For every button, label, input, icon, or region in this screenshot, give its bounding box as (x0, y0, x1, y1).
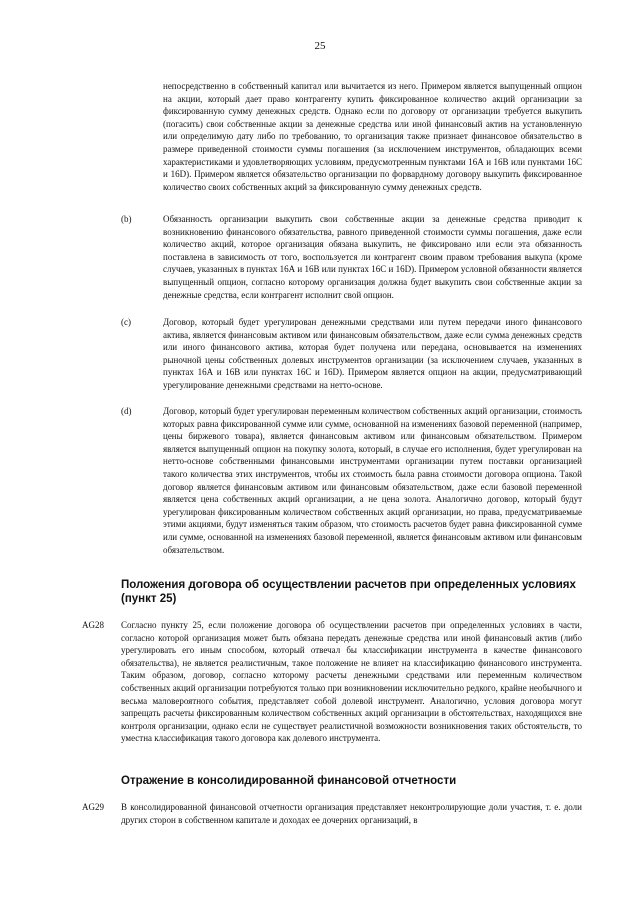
ag28-label: AG28 (82, 620, 104, 630)
item-label-d: (d) (121, 406, 132, 416)
section-heading-consolidated-statements: Отражение в консолидированной финансовой отчетности (121, 775, 457, 787)
ag29-paragraph: В консолидированной финансовой отчетности организация представляет неконтролирующие доли участия, т. е. доли других сторон в собственном капитале и доходах ее дочерних организаций, в (121, 802, 582, 825)
ag29-label: AG29 (82, 802, 104, 812)
item-label-c: (c) (121, 317, 131, 327)
ag28-paragraph: Согласно пункту 25, если положение договора об осуществлении расчетов при определенных условиях в части, согласно которой организация может быть обязана передать денежные средства или иной финансовый актив (либо урегулировать его иным способом, который отвечал бы классификации инструмента в качестве финансового обязательства), не является реалистичным, такое положение не влияет на классификацию финансового инструмента. Таким образом, договор, согласно которому расчеты денежными средствами или переменным количеством собственных акций организации потребуются только при возникновении исключительно редкого, крайне необычного и весьма маловероятного события, представляет собой долевой инструмент. Аналогично, условия договора могут запрещать расчеты фиксированным количеством собственных акций организации в обстоятельствах, находящихся вне контроля организации, однако если не существует реалистичной возможности возникновения таких обстоятельств, то уместна классификация такого договора как долевого инструмента. (121, 620, 582, 744)
intro-paragraph: непосредственно в собственный капитал или вычитается из него. Примером является выпущенный опцион на акции, который дает право контрагенту купить фиксированное количество акций организации за фиксированную сумму денежных средств. Однако если по договору от организации требуется выкупить (погасить) свои собственные акции за денежные средства или иной финансовый актив на установленную или определимую дату либо по требованию, то организация также признает финансовое обязательство в размере приведенной стоимости суммы погашения (за исключением инструментов, обладающих всеми характеристиками и удовлетворяющих условиям, предусмотренным пунктами 16А и 16B или пунктами 16C и 16D). Примером является обязательство организации по форвардному договору выкупить фиксированное количество своих собственных акций за фиксированную сумму денежных средств. (163, 81, 582, 192)
item-text-c: Договор, который будет урегулирован денежными средствами или путем передачи иного финансового актива, является финансовым активом или финансовым обязательством, даже если сумма денежных средств или иного финансового актива, которая будет получена или передана, основывается на изменениях рыночной цены собственных долевых инструментов организации (за исключением случаев, указанных в пунктах 16А и 16B или пунктах 16C и 16D). Примером является опцион на акции, предусматривающий урегулирование денежными средствами на нетто-основе. (163, 317, 582, 390)
item-text-d: Договор, который будет урегулирован переменным количеством собственных акций организации, стоимость которых равна фиксированной сумме или сумме, основанной на изменениях базовой переменной (например, цены биржевого товара), является финансовым активом или финансовым обязательством. Примером является выпущенный опцион на покупку золота, который, в случае его исполнения, будет урегулирован на нетто-основе собственными финансовыми инструментами организации путем поставки организацией такого количества этих инструментов, чтобы их стоимость была равна стоимости договора опциона. Такой договор является финансовым активом или финансовым обязательством, даже если базовой переменной является цена собственных акций организации, а не цена золота. Аналогично договор, который будут урегулирован фиксированным количеством собственных акций организации, но права, предусматриваемые этими акциями, будут изменяться таким образом, что стоимость расчетов будет равна фиксированной сумме или сумме, основанной на изменениях базовой переменной, является финансовым активом или финансовым обязательством. (163, 406, 582, 555)
item-label-b: (b) (121, 214, 132, 224)
item-text-b: Обязанность организации выкупить свои собственные акции за денежные средства приводит к возникновению финансового обязательства, равного приведенной стоимости суммы погашения, даже если количество акций, которое организация обязана выкупить, не фиксировано или если эта обязанность поставлена в зависимость от того, воспользуется ли контрагент своим правом требования выкупа (кроме случаев, указанных в пунктах 16А и 16B или пунктах 16C и 16D). Примером условной обязанности является выпущенный опцион, согласно которому организация должна будет выкупить свои собственные акции за денежные средства, если контрагент исполнит свой опцион. (163, 214, 582, 300)
section-heading-conditional-settlement: Положения договора об осуществлении расчетов при определенных условиях (пункт 25) (121, 579, 576, 605)
page-number: 25 (314, 40, 326, 52)
